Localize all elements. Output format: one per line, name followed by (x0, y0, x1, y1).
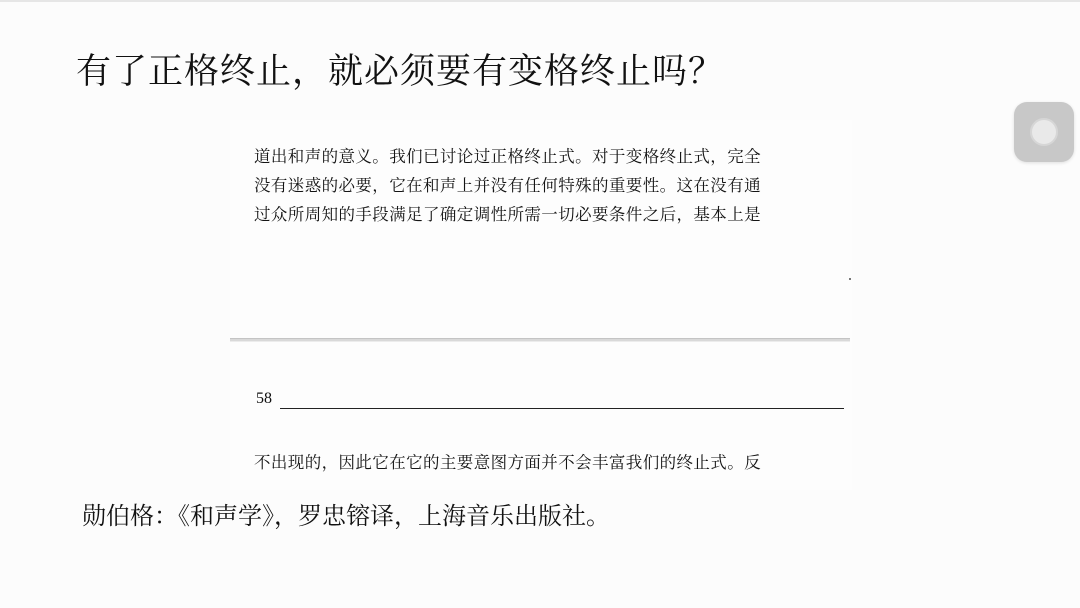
scanned-book-excerpt (230, 120, 852, 490)
page-number: 58 (256, 390, 272, 407)
excerpt-line: 没有迷惑的必要，它在和声上并没有任何特殊的重要性。这在没有通 (254, 176, 761, 195)
slide-title: 有了正格终止，就必须要有变格终止吗？ (76, 52, 725, 92)
circle-dot-icon (1030, 118, 1058, 146)
floating-assistive-button[interactable] (1014, 102, 1074, 162)
source-caption: 勋伯格：《和声学》，罗忠镕译，上海音乐出版社。 (82, 502, 610, 530)
excerpt-line: 过众所周知的手段满足了确定调性所需一切必要条件之后，基本上是 (254, 205, 761, 224)
excerpt-line: 不出现的，因此它在它的主要意图方面并不会丰富我们的终止式。反 (254, 453, 761, 472)
top-edge-line (0, 0, 1080, 2)
scan-speck (849, 278, 851, 280)
excerpt-line: 道出和声的意义。我们已讨论过正格终止式。对于变格终止式，完全 (254, 147, 761, 166)
excerpt-paragraph-bottom (254, 448, 761, 477)
excerpt-paragraph-top (254, 142, 761, 229)
page-break-divider (230, 338, 850, 342)
page-header-rule (280, 408, 844, 409)
